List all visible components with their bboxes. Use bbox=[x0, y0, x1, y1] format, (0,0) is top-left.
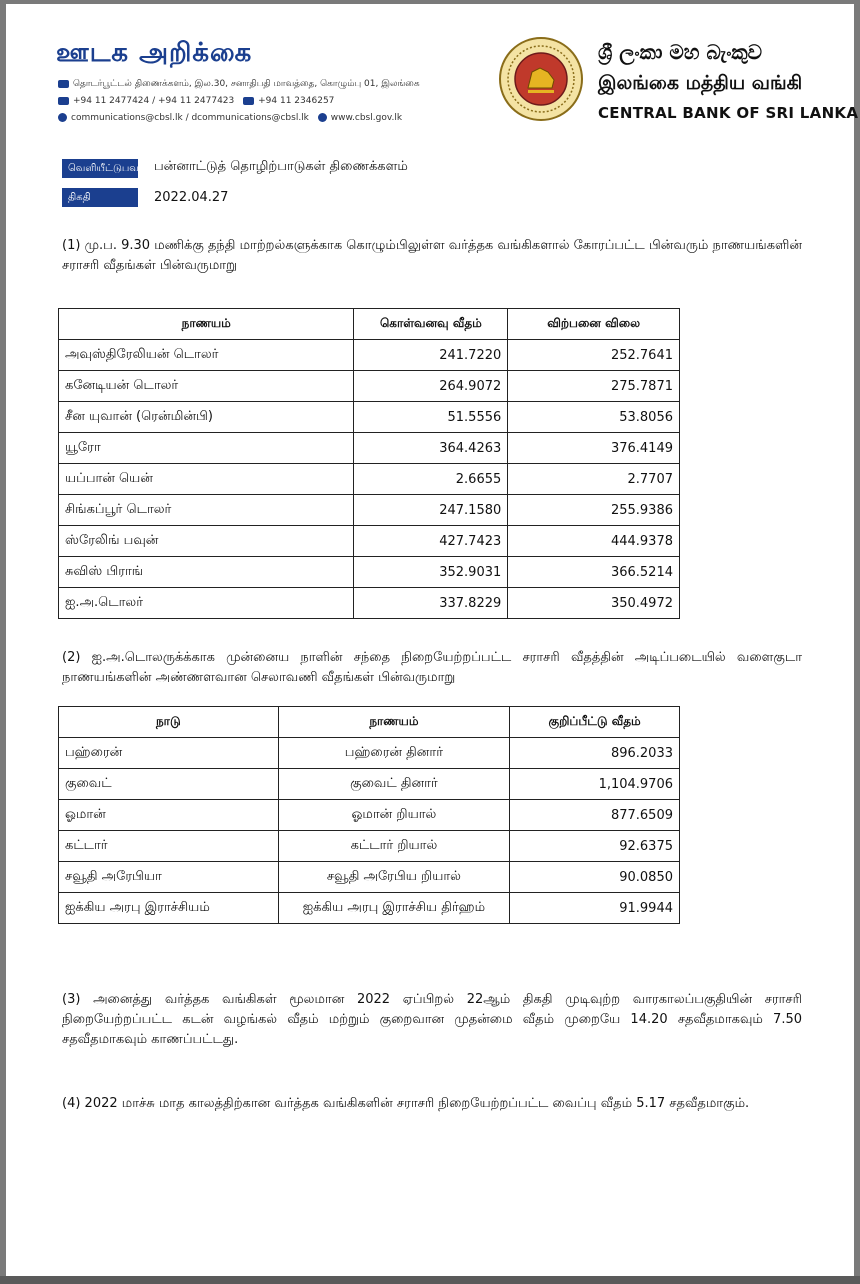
table-cell: 350.4972 bbox=[508, 588, 680, 619]
table-cell: 376.4149 bbox=[508, 433, 680, 464]
table-cell: 92.6375 bbox=[510, 831, 680, 862]
header-buying-rate: கொள்வனவு வீதம் bbox=[354, 309, 508, 340]
viewer-bottom-strip bbox=[0, 1276, 860, 1284]
table-cell: அவுஸ்திரேலியன் டொலர் bbox=[59, 340, 354, 371]
table-cell: சீன யுவான் (ரென்மின்பி) bbox=[59, 402, 354, 433]
phone-line: +94 11 2477424 / +94 11 2477423 +94 11 2346257 bbox=[58, 96, 334, 106]
table-cell: 352.9031 bbox=[354, 557, 508, 588]
mail-icon bbox=[58, 80, 69, 88]
table-row bbox=[59, 526, 680, 557]
table-cell: ஐக்கிய அரபு இராச்சியம் bbox=[59, 893, 279, 924]
table-cell: கட்டார் றியால் bbox=[278, 831, 510, 862]
table-cell: ஐக்கிய அரபு இராச்சிய திர்ஹம் bbox=[278, 893, 510, 924]
table-header-row bbox=[59, 309, 680, 340]
table-row bbox=[59, 831, 680, 862]
table-cell: கனேடியன் டொலர் bbox=[59, 371, 354, 402]
table-cell: சவூதி அரேபியா bbox=[59, 862, 279, 893]
fax-icon bbox=[243, 97, 254, 105]
table-cell: ஓமான் றியால் bbox=[278, 800, 510, 831]
at-icon bbox=[58, 113, 67, 122]
date-value: 2022.04.27 bbox=[154, 190, 229, 205]
issued-by-value: பன்னாட்டுத் தொழிற்பாடுகள் திணைக்களம் bbox=[154, 159, 408, 174]
table-row bbox=[59, 340, 680, 371]
table-cell: 51.5556 bbox=[354, 402, 508, 433]
table-cell: 90.0850 bbox=[510, 862, 680, 893]
table-cell: கட்டார் bbox=[59, 831, 279, 862]
web-link[interactable]: www.cbsl.gov.lk bbox=[330, 113, 403, 123]
header-country: நாடு bbox=[59, 707, 279, 738]
table-cell: 427.7423 bbox=[354, 526, 508, 557]
press-release-title: ஊடக அறிக்கை bbox=[56, 38, 253, 68]
header-currency: நாணயம் bbox=[59, 309, 354, 340]
table-row bbox=[59, 495, 680, 526]
table-row bbox=[59, 464, 680, 495]
table-row bbox=[59, 557, 680, 588]
table-cell: சுவிஸ் பிராங் bbox=[59, 557, 354, 588]
table-cell: 2.7707 bbox=[508, 464, 680, 495]
bank-name-tamil: இலங்கை மத்திய வங்கி bbox=[598, 72, 803, 94]
table-cell: 337.8229 bbox=[354, 588, 508, 619]
paragraph-2: (2) ஐ.அ.டொலருக்க்காக முன்னைய நாளின் சந்தை நிறையேற்றப்பட்ட சராசரி வீதத்தின் அடிப்படையில் வளைகுடா நாணயங்களின் அண்ணளவான செலாவணி வீதங்கள் பின்வருமாறு bbox=[62, 650, 802, 685]
table-row bbox=[59, 769, 680, 800]
table-cell: 1,104.9706 bbox=[510, 769, 680, 800]
paragraph-4: (4) 2022 மாச்சு மாத காலத்திற்கான வர்த்தக வங்கிகளின் சராசரி நிறையேற்றப்பட்ட வைப்பு வீதம் 5.17 சதவீதமாகும். bbox=[62, 1096, 750, 1111]
table-cell: 255.9386 bbox=[508, 495, 680, 526]
table-cell: ஓமான் bbox=[59, 800, 279, 831]
table-cell: 252.7641 bbox=[508, 340, 680, 371]
table-cell: 366.5214 bbox=[508, 557, 680, 588]
paragraph-3: (3) அனைத்து வர்த்தக வங்கிகள் மூலமான 2022 ஏப்பிறல் 22ஆம் திகதி முடிவுற்ற வாரகாலப்பகுதியின் சராசரி நிறையேற்றப்பட்ட கடன் வழங்கல் வீதம் மற்றும் குறைவான முதன்மை வீதம் முறையே 14.20 சதவீதமாகவும் 7.50 சதவீதமாகவும் காணப்பட்டது. bbox=[62, 992, 802, 1047]
table-cell: ஐ.அ.டொலர் bbox=[59, 588, 354, 619]
central-bank-seal-icon bbox=[498, 36, 584, 122]
table-row bbox=[59, 800, 680, 831]
table-cell: 53.8056 bbox=[508, 402, 680, 433]
address-line: தொடர்பூட்டல் திணைக்களம், இல.30, சனாதிபதி மாவத்தை, கொழும்பு 01, இலங்கை bbox=[58, 79, 420, 90]
email-text[interactable]: communications@cbsl.lk / dcommunications@cbsl.lk bbox=[71, 113, 309, 123]
table-cell: 2.6655 bbox=[354, 464, 508, 495]
exchange-rate-table bbox=[58, 308, 680, 619]
table-row bbox=[59, 371, 680, 402]
table-cell: ஸ்ரேலிங் பவுன் bbox=[59, 526, 354, 557]
table-row bbox=[59, 433, 680, 464]
table-cell: 896.2033 bbox=[510, 738, 680, 769]
table-cell: 91.9944 bbox=[510, 893, 680, 924]
table-cell: சவூதி அரேபிய றியால் bbox=[278, 862, 510, 893]
header-indicative-rate: குறிப்பீட்டு வீதம் bbox=[510, 707, 680, 738]
table-cell: சிங்கப்பூர் டொலர் bbox=[59, 495, 354, 526]
table-cell: பஹ்ரைன் தினார் bbox=[278, 738, 510, 769]
phone-icon bbox=[58, 97, 69, 105]
table-header-row bbox=[59, 707, 680, 738]
table-cell: 877.6509 bbox=[510, 800, 680, 831]
gulf-currency-table bbox=[58, 706, 680, 924]
table-cell: 247.1580 bbox=[354, 495, 508, 526]
table-row bbox=[59, 738, 680, 769]
globe-icon bbox=[318, 113, 327, 122]
header-currency: நாணயம் bbox=[278, 707, 510, 738]
table-cell: 264.9072 bbox=[354, 371, 508, 402]
table-row bbox=[59, 862, 680, 893]
table-cell: 364.4263 bbox=[354, 433, 508, 464]
table-cell: குவைட் bbox=[59, 769, 279, 800]
table-cell: 241.7220 bbox=[354, 340, 508, 371]
header-selling-rate: விற்பனை விலை bbox=[508, 309, 680, 340]
table-cell: யூரோ bbox=[59, 433, 354, 464]
paragraph-1: (1) மு.ப. 9.30 மணிக்கு தந்தி மாற்றல்களுக்காக கொழும்பிலுள்ள வர்த்தக வங்கிகளால் கோரப்பட்ட பின்வரும் நாணயங்களின் சராசரி வீதங்கள் பின்வருமாறு bbox=[62, 238, 802, 273]
table-cell: 275.7871 bbox=[508, 371, 680, 402]
bank-name-sinhala: ශ්‍රී ලංකා මහ බැංකුව bbox=[598, 40, 763, 64]
date-label: திகதி bbox=[62, 188, 138, 207]
table-row bbox=[59, 588, 680, 619]
bank-name-english: CENTRAL BANK OF SRI LANKA bbox=[598, 104, 859, 122]
table-cell: யப்பான் யென் bbox=[59, 464, 354, 495]
table-cell: 444.9378 bbox=[508, 526, 680, 557]
table-cell: பஹ்ரைன் bbox=[59, 738, 279, 769]
issued-by-label: வெளியீட்டுபவர் bbox=[62, 159, 138, 178]
table-row bbox=[59, 402, 680, 433]
email-line bbox=[58, 113, 402, 123]
table-cell: குவைட் தினார் bbox=[278, 769, 510, 800]
table-row bbox=[59, 893, 680, 924]
